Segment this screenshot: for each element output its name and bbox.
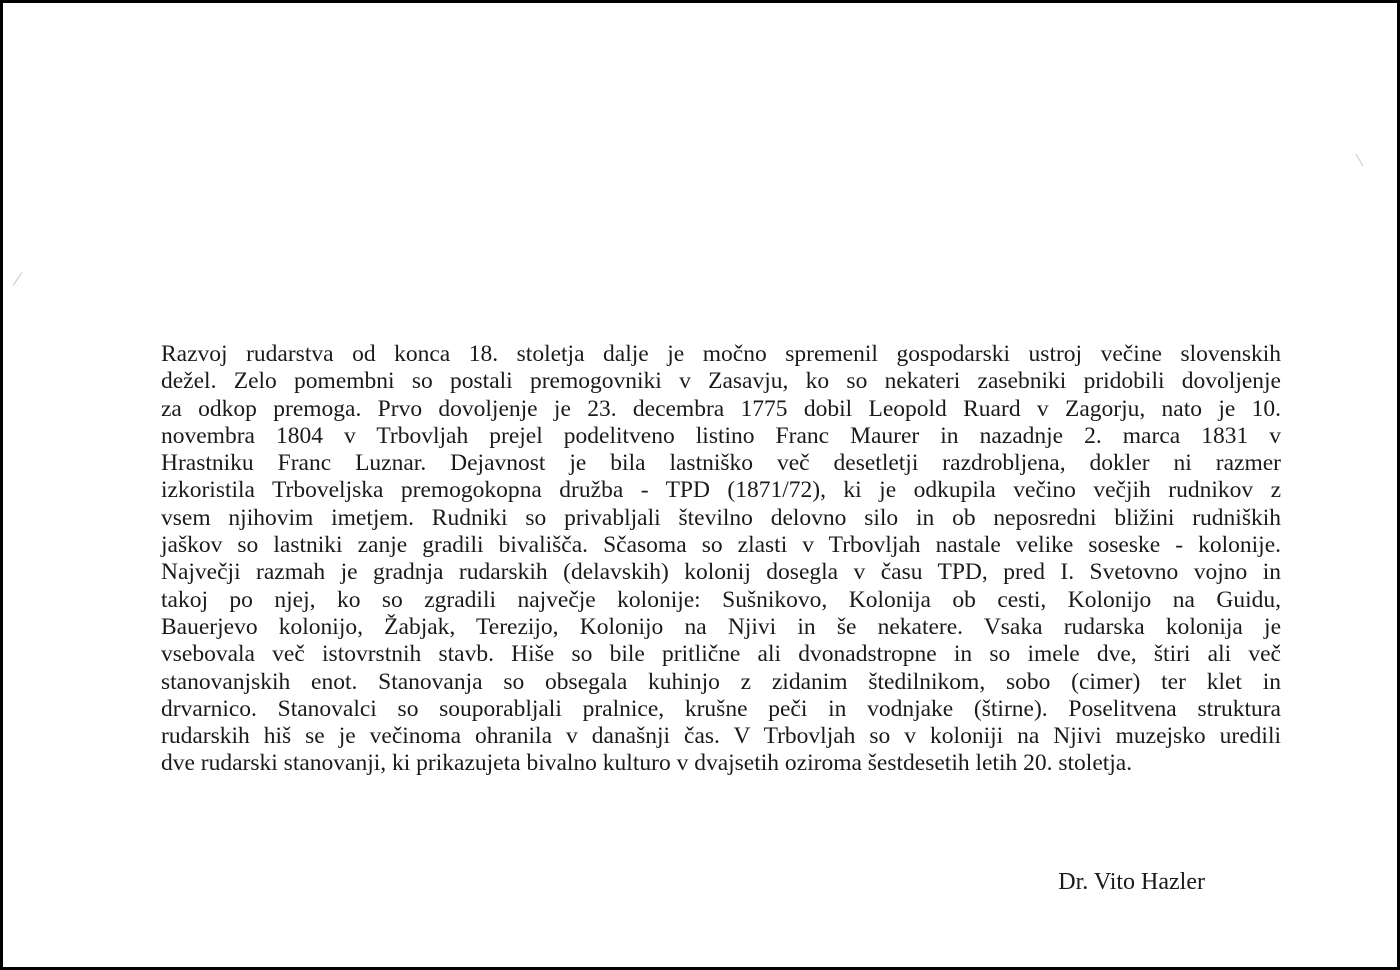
text-line: dve rudarski stanovanji, ki prikazujeta bivalno kulturo v dvajsetih oziroma šestdesetih letih 20. stoletja. — [161, 750, 1133, 777]
text-line: rudarskih hiš se je večinoma ohranila v današnji čas. V Trbovljah so v koloniji na Njivi muzejsko uredili — [161, 723, 1281, 750]
text-line: jaškov so lastniki zanje gradili bivališča. Sčasoma so zlasti v Trbovljah nastale velike soseske - kolonije. — [161, 532, 1281, 559]
text-line: izkoristila Trboveljska premogokopna družba - TPD (1871/72), ki je odkupila večino večjih rudnikov z — [161, 477, 1281, 504]
text-line: Razvoj rudarstva od konca 18. stoletja dalje je močno spremenil gospodarski ustroj večine slovenskih — [161, 341, 1281, 367]
text-line: stanovanjskih enot. Stanovanja so obsegala kuhinjo z zidanim štedilnikom, sobo (cimer) ter klet in — [161, 668, 1281, 695]
body-text — [161, 341, 1281, 778]
text-line: vsem njihovim imetjem. Rudniki so privabljali številno delovno silo in ob neposredni bližini rudniških — [161, 504, 1281, 531]
text-line: dežel. Zelo pomembni so postali premogovniki v Zasavju, ko so nekateri zasebniki pridobili dovoljenje — [161, 368, 1281, 395]
text-line: vsebovala več istovrstnih stavb. Hiše so bile pritlične ali dvonadstropne in so imele dve, štiri ali več — [161, 641, 1281, 668]
text-line: novembra 1804 v Trbovljah prejel podelitveno listino Franc Maurer in nazadnje 2. marca 1831 v — [161, 422, 1281, 449]
text-line: Bauerjevo kolonijo, Žabjak, Terezijo, Kolonijo na Njivi in še nekatere. Vsaka rudarska kolonija je — [161, 613, 1281, 640]
author-signature: Dr. Vito Hazler — [1058, 869, 1205, 895]
text-line: Največji razmah je gradnja rudarskih (delavskih) kolonij dosegla v času TPD, pred I. Svetovno vojno in — [161, 559, 1281, 586]
scan-mark — [1356, 154, 1364, 167]
text-line: za odkop premoga. Prvo dovoljenje je 23. decembra 1775 dobil Leopold Ruard v Zagorju, nato je 10. — [161, 395, 1281, 422]
text-line: takoj po njej, ko so zgradili največje kolonije: Sušnikovo, Kolonija ob cesti, Kolonijo na Guidu, — [161, 586, 1281, 613]
text-line: drvarnico. Stanovalci so souporabljali pralnice, krušne peči in vodnjake (štirne). Poselitvena struktura — [161, 695, 1281, 722]
scan-mark — [13, 272, 23, 286]
text-line: Hrastniku Franc Luznar. Dejavnost je bila lastniško več desetletji razdrobljena, dokler ni razmer — [161, 450, 1281, 477]
